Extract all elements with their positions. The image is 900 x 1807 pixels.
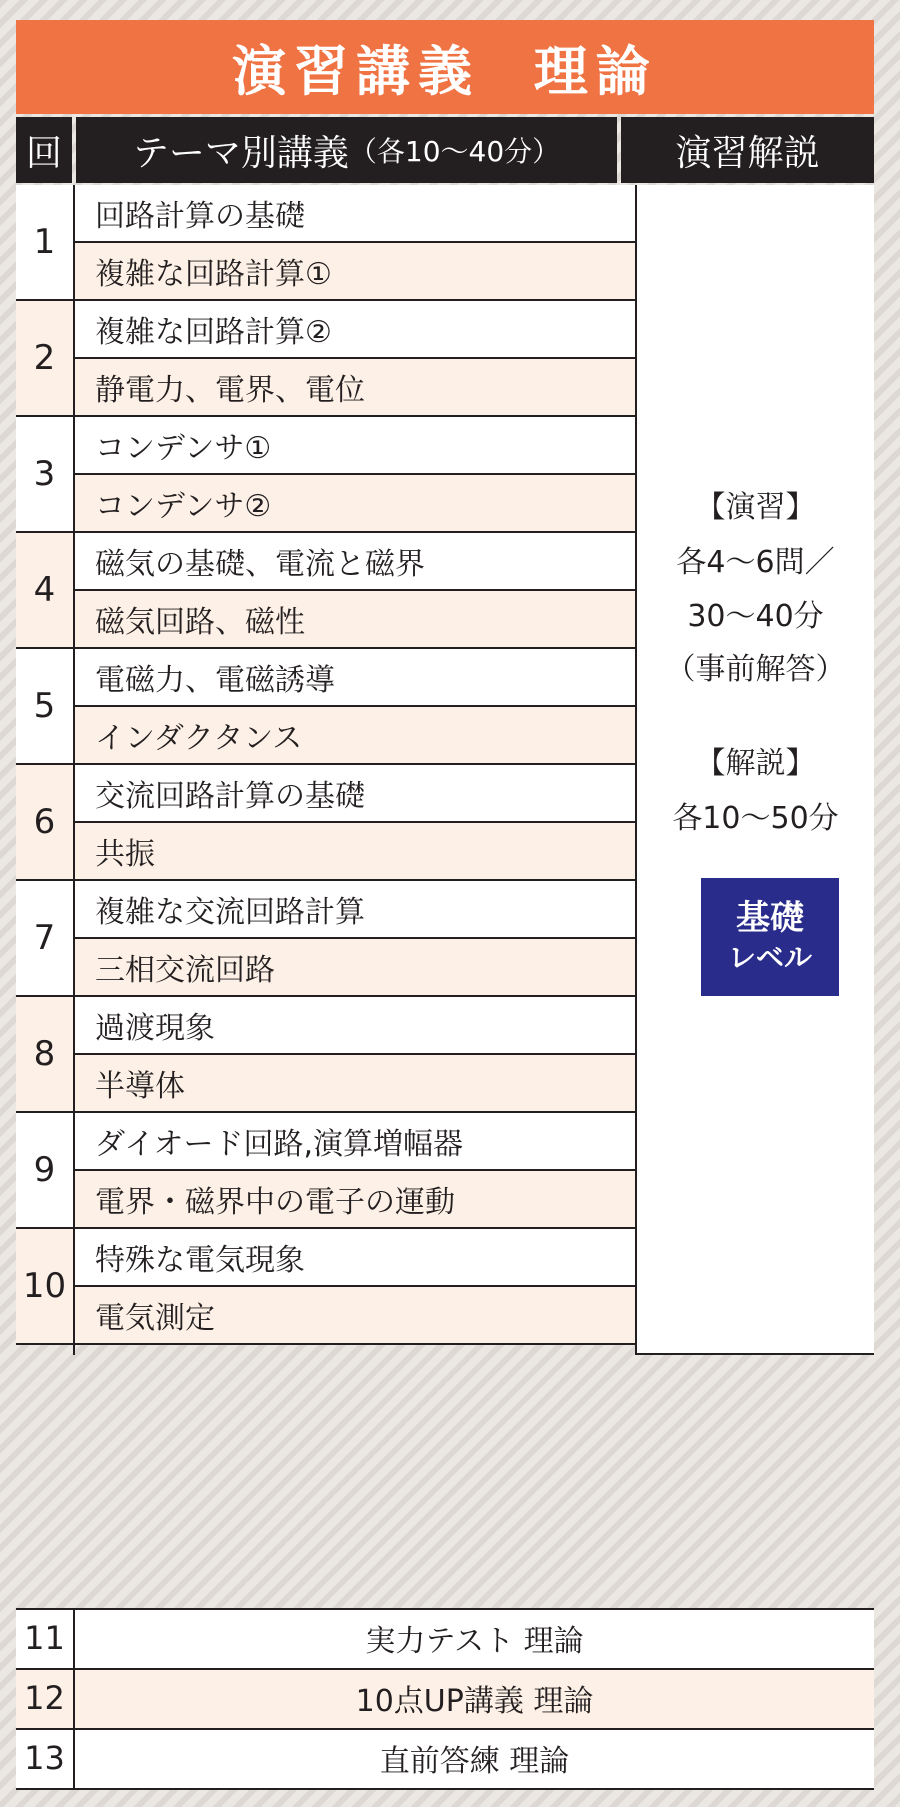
extra-row-number: 13 — [24, 1739, 65, 1777]
header-exercise — [621, 117, 874, 183]
lecture-number: 6 — [16, 765, 73, 881]
header-round-label: 回 — [25, 132, 62, 174]
level-badge-line1: 基礎 — [736, 898, 804, 938]
lecture-topic: 過渡現象 — [75, 997, 635, 1055]
header-round — [16, 117, 72, 183]
lecture-number: 4 — [16, 533, 73, 649]
exercise-count: 各4〜6問／ — [676, 545, 835, 580]
lecture-topic: 交流回路計算の基礎 — [75, 765, 635, 823]
extra-row-text: 直前答練 理論 — [379, 1744, 570, 1779]
lecture-number: 9 — [16, 1113, 73, 1229]
lecture-number: 1 — [16, 185, 73, 301]
lecture-topic: 三相交流回路 — [75, 939, 635, 997]
exercise-column — [637, 185, 874, 1355]
page-title: 演習講義 理論 — [16, 20, 874, 114]
lecture-topic: 複雑な交流回路計算 — [75, 881, 635, 939]
lecture-topic: インダクタンス — [75, 707, 635, 765]
extra-row-number: 12 — [24, 1679, 65, 1717]
lecture-number: 5 — [16, 649, 73, 765]
extra-row — [16, 1730, 874, 1790]
lecture-topic: 電磁力、電磁誘導 — [75, 649, 635, 707]
lecture-topic: 電界・磁界中の電子の運動 — [75, 1171, 635, 1229]
lecture-topic: 回路計算の基礎 — [75, 185, 635, 243]
exercise-duration: 30〜40分 — [687, 599, 824, 634]
header-theme-label: テーマ別講義 — [132, 132, 349, 174]
lecture-number: 2 — [16, 301, 73, 417]
extra-row — [16, 1610, 874, 1670]
lecture-topic: 磁気回路、磁性 — [75, 591, 635, 649]
lecture-number: 3 — [16, 417, 73, 533]
lecture-topic: 複雑な回路計算② — [75, 301, 635, 359]
exercise-heading: 【演習】 — [695, 490, 816, 525]
lecture-topic: 電気測定 — [75, 1287, 635, 1345]
extra-row — [16, 1670, 874, 1730]
lecture-topic: 磁気の基礎、電流と磁界 — [75, 533, 635, 591]
lecture-topic: 静電力、電界、電位 — [75, 359, 635, 417]
explanation-heading: 【解説】 — [695, 746, 816, 781]
extra-row-number: 11 — [24, 1619, 65, 1657]
lecture-topic: 共振 — [75, 823, 635, 881]
extra-table — [16, 1608, 874, 1790]
explanation-duration: 各10〜50分 — [672, 801, 839, 836]
exercise-note: （事前解答） — [665, 652, 846, 687]
lecture-topic: ダイオード回路,演算増幅器 — [75, 1113, 635, 1171]
level-badge-line2: レベル — [727, 941, 812, 974]
lecture-number: 8 — [16, 997, 73, 1113]
extra-row-text: 10点UP講義 理論 — [355, 1684, 594, 1719]
header-exercise-label: 演習解説 — [675, 132, 820, 174]
lecture-topic: 複雑な回路計算① — [75, 243, 635, 301]
extra-row-text: 実力テスト 理論 — [365, 1624, 584, 1659]
level-badge — [701, 878, 839, 996]
lecture-table — [16, 185, 874, 1355]
header-theme-duration: （各10〜40分） — [348, 135, 561, 168]
lecture-topic: 特殊な電気現象 — [75, 1229, 635, 1287]
lecture-number: 10 — [16, 1229, 73, 1345]
lecture-topic: 半導体 — [75, 1055, 635, 1113]
lecture-number: 7 — [16, 881, 73, 997]
lecture-topic: コンデンサ② — [75, 475, 635, 533]
lecture-topic: コンデンサ① — [75, 417, 635, 475]
header-theme — [76, 117, 617, 183]
